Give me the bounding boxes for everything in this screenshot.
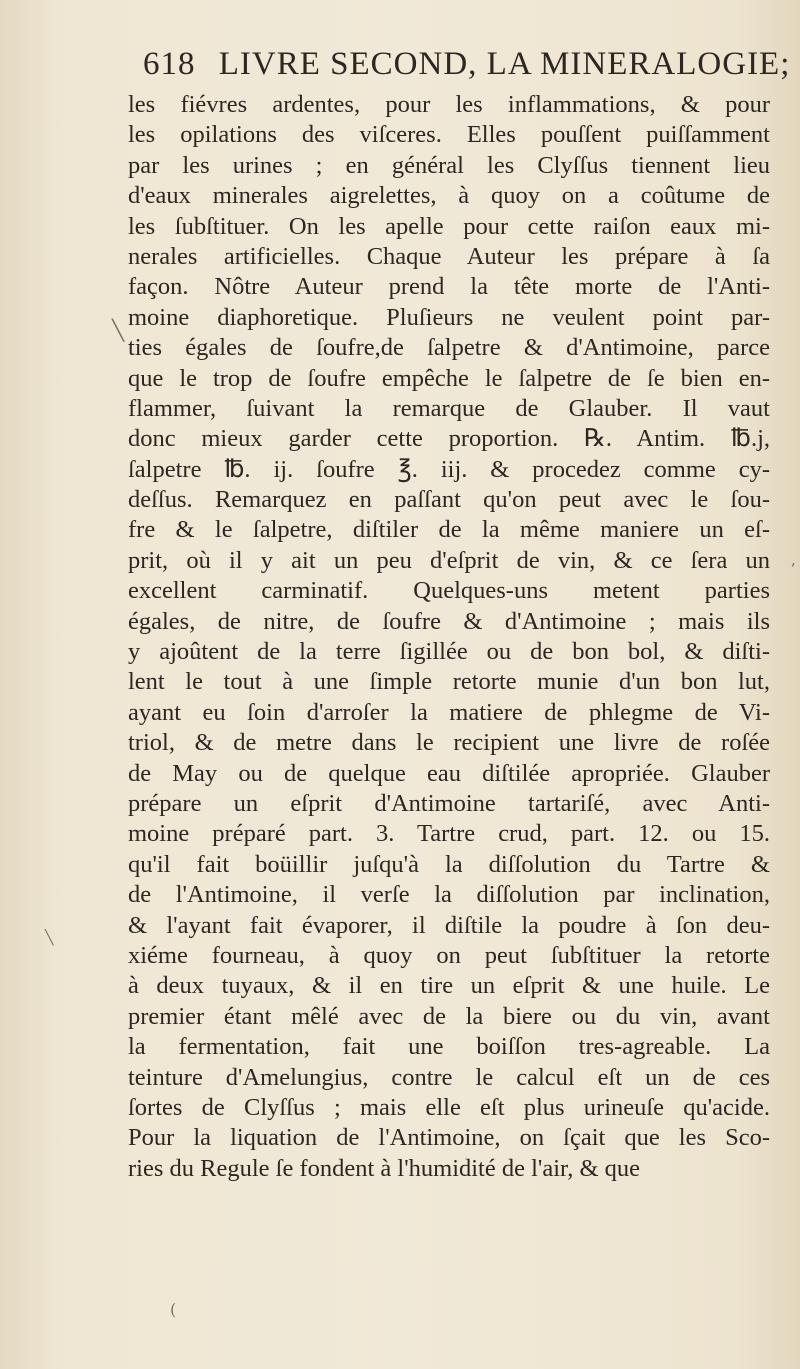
text-line: Pour la liquation de l'Antimoine, on ſçait que les Sco- — [128, 1124, 770, 1152]
text-line: y ajoûtent de la terre ſigillée ou de bon bol, & diſti- — [128, 638, 770, 666]
text-line: prépare un eſprit d'Antimoine tartariſé, avec Anti- — [128, 789, 770, 817]
text-line: prit, où il y ait un peu d'eſprit de vin, & ce ſera un — [128, 546, 770, 574]
text-line: ries du Regule ſe fondent à l'humidité de l'air, & que — [128, 1154, 640, 1182]
text-line: qu'il fait boüillir juſqu'à la diſſolution du Tartre & — [128, 850, 770, 878]
text-line: ſortes de Clyſſus ; mais elle eſt plus urineuſe qu'acide. — [128, 1093, 770, 1121]
text-line: de May ou de quelque eau diſtilée apropriée. Glauber — [128, 759, 770, 787]
text-line: égales, de nitre, de ſoufre & d'Antimoine ; mais ils — [128, 607, 770, 635]
margin-mark: ╲ — [112, 318, 125, 342]
text-line: de l'Antimoine, il verſe la diſſolution par inclination, — [128, 881, 770, 909]
text-line: les fiévres ardentes, pour les inflammations, & pour — [128, 91, 770, 118]
text-line: teinture d'Amelungius, contre le calcul eſt un de ces — [128, 1063, 770, 1091]
margin-mark: ( — [170, 1300, 177, 1319]
text-line: d'eaux minerales aigrelettes, à quoy on a coûtume de — [128, 182, 770, 210]
text-line: les ſubſtituer. On les apelle pour cette raiſon eaux mi- — [128, 212, 770, 240]
margin-mark: ʼ — [790, 560, 796, 579]
text-line: la fermentation, fait une boiſſon tres-agreable. La — [128, 1033, 770, 1061]
margin-mark: ╲ — [45, 930, 54, 946]
text-line: façon. Nôtre Auteur prend la tête morte de l'Anti- — [128, 273, 770, 301]
text-line: par les urines ; en général les Clyſſus tiennent lieu — [128, 151, 770, 179]
text-line: nerales artificielles. Chaque Auteur les prépare à ſa — [128, 242, 770, 270]
page-number: 618 — [143, 46, 196, 82]
text-line: flammer, ſuivant la remarque de Glauber. Il vaut — [128, 394, 770, 422]
text-line: triol, & de metre dans le recipient une livre de roſée — [128, 729, 770, 757]
text-line: premier étant mêlé avec de la biere ou du vin, avant — [128, 1002, 770, 1030]
text-line: moine préparé part. 3. Tartre crud, part. 12. ou 15. — [128, 820, 770, 848]
text-line: ayant eu ſoin d'arroſer la matiere de phlegme de Vi- — [128, 698, 770, 726]
text-line: ſalpetre ℔. ij. ſoufre ℥. iij. & procedez comme cy- — [128, 455, 770, 483]
text-line: & l'ayant fait évaporer, il diſtile la poudre à ſon deu- — [128, 911, 770, 939]
running-header — [143, 46, 791, 90]
text-line: fre & le ſalpetre, diſtiler de la même maniere un eſ- — [128, 516, 770, 544]
text-line: que le trop de ſoufre empêche le ſalpetre de ſe bien en- — [128, 364, 770, 392]
text-line: les opilations des viſceres. Elles pouſſent puiſſamment — [128, 121, 770, 149]
running-title: LIVRE SECOND, LA MINERALOGIE; — [218, 46, 791, 82]
body-text — [128, 90, 770, 1184]
text-line: xiéme fourneau, à quoy on peut ſubſtituer la retorte — [128, 941, 770, 969]
text-line: donc mieux garder cette proportion. ℞. Antim. ℔.j, — [128, 425, 770, 453]
text-line: à deux tuyaux, & il en tire un eſprit & une huile. Le — [128, 972, 770, 1000]
text-line: deſſus. Remarquez en paſſant qu'on peut avec le ſou- — [128, 486, 770, 514]
text-line: ties égales de ſoufre,de ſalpetre & d'Antimoine, parce — [128, 334, 770, 362]
text-line: moine diaphoretique. Pluſieurs ne veulent point par- — [128, 303, 770, 331]
text-line: excellent carminatif. Quelques-uns metent parties — [128, 577, 770, 605]
text-line: lent le tout à une ſimple retorte munie d'un bon lut, — [128, 668, 770, 696]
